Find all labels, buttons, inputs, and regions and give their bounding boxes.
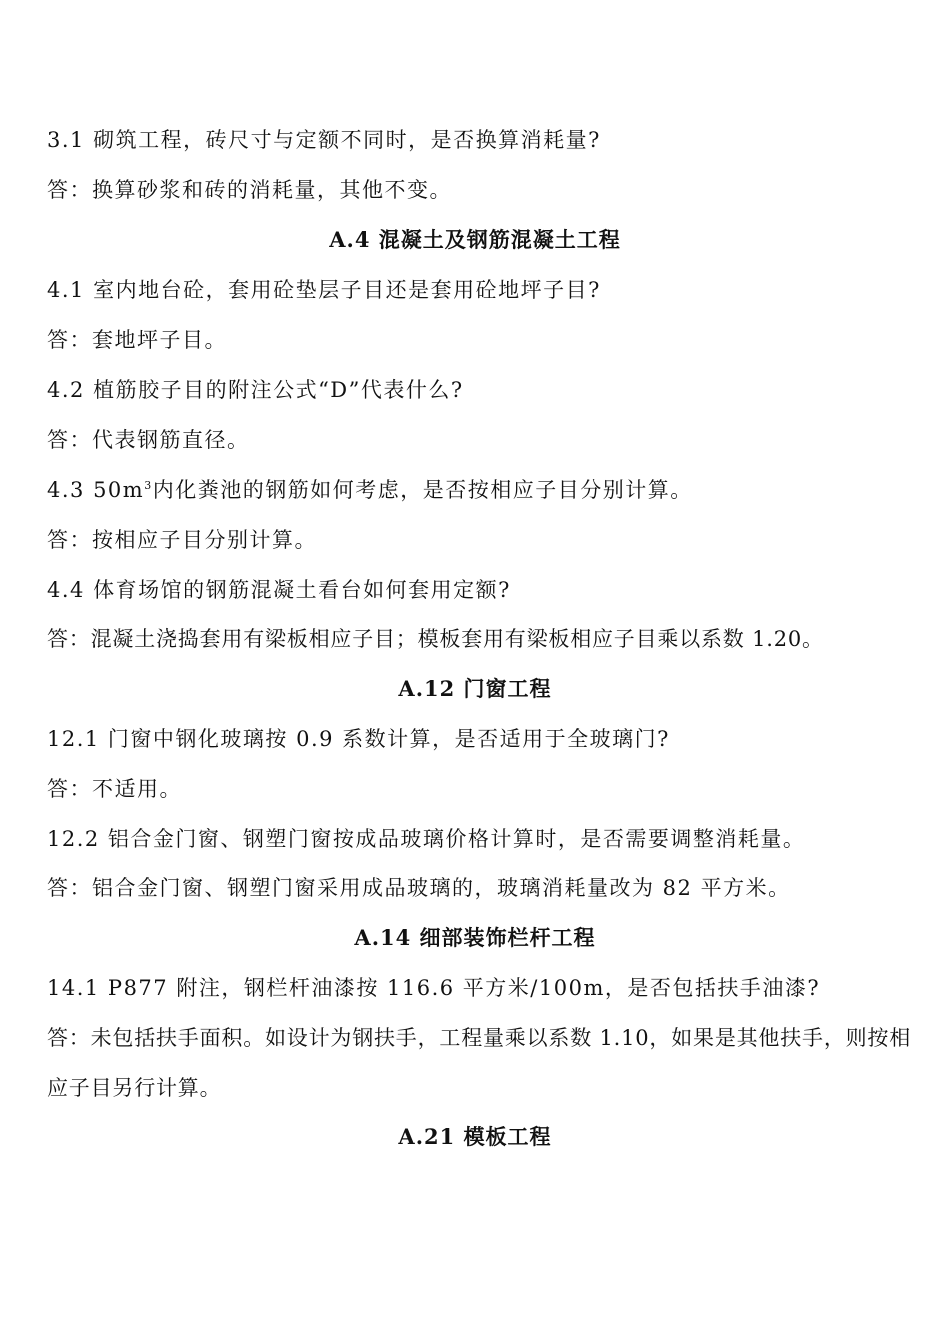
section-heading-a12: A.12 门窗工程	[398, 676, 552, 701]
section-heading-a14: A.14 细部装饰栏杆工程	[354, 925, 596, 950]
answer-4-3: 答：按相应子目分别计算。	[47, 528, 317, 552]
superscript-cubic: 3	[144, 479, 153, 492]
answer-4-1: 答：套地坪子目。	[47, 328, 227, 352]
section-heading-a4: A.4 混凝土及钢筋混凝土工程	[329, 227, 621, 252]
question-4-3	[47, 475, 917, 505]
answer-12-2: 答：铝合金门窗、钢塑门窗采用成品玻璃的，玻璃消耗量改为 82 平方米。	[47, 876, 791, 900]
answer-4-2: 答：代表钢筋直径。	[47, 428, 250, 452]
question-4-2: 4.2 植筋胶子目的附注公式“D”代表什么?	[47, 378, 464, 402]
question-4-3-text: 内化粪池的钢筋如何考虑，是否按相应子目分别计算。	[152, 478, 693, 502]
question-12-1: 12.1 门窗中钢化玻璃按 0.9 系数计算，是否适用于全玻璃门?	[47, 727, 670, 751]
question-12-2: 12.2 铝合金门窗、钢塑门窗按成品玻璃价格计算时，是否需要调整消耗量。	[47, 827, 806, 851]
answer-3-1: 答：换算砂浆和砖的消耗量，其他不变。	[47, 178, 452, 202]
question-4-4: 4.4 体育场馆的钢筋混凝土看台如何套用定额?	[47, 578, 511, 602]
question-4-3-prefix: 4.3 50m	[47, 478, 145, 502]
answer-14-1: 答：未包括扶手面积。如设计为钢扶手，工程量乘以系数 1.10，如果是其他扶手，则按相应子目另行计算。	[47, 1026, 912, 1100]
question-4-1: 4.1 室内地台砼，套用砼垫层子目还是套用砼地坪子目?	[47, 278, 601, 302]
question-14-1: 14.1 P877 附注，钢栏杆油漆按 116.6 平方米/100m，是否包括扶手油漆?	[47, 976, 821, 1000]
answer-12-1: 答：不适用。	[47, 777, 182, 801]
question-3-1: 3.1 砌筑工程，砖尺寸与定额不同时，是否换算消耗量?	[47, 128, 601, 152]
answer-4-4: 答：混凝土浇捣套用有梁板相应子目；模板套用有梁板相应子目乘以系数 1.20。	[47, 627, 824, 651]
section-heading-a21: A.21 模板工程	[398, 1124, 552, 1149]
